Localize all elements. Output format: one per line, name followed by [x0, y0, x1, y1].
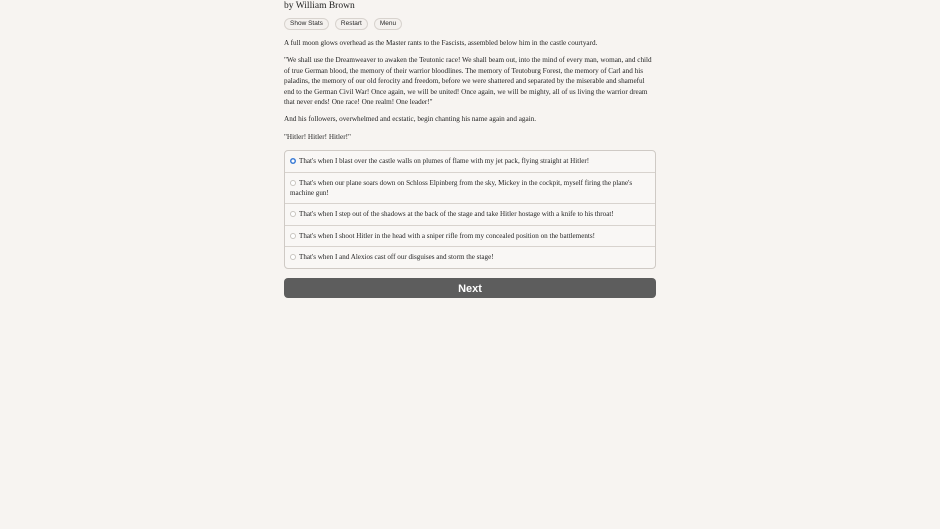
- choice-list: [284, 150, 656, 268]
- choice-option[interactable]: [285, 225, 655, 246]
- radio-unselected-icon[interactable]: [290, 211, 296, 217]
- radio-unselected-icon[interactable]: [290, 254, 296, 260]
- choice-option[interactable]: [285, 246, 655, 267]
- show-stats-button[interactable]: Show Stats: [284, 18, 329, 30]
- choice-label: That's when our plane soars down on Schloss Elpinberg from the sky, Mickey in the cockpit, myself firing the plane's machine gun!: [290, 178, 633, 198]
- radio-selected-icon[interactable]: [290, 158, 296, 164]
- story-paragraph: And his followers, overwhelmed and ecstatic, begin chanting his name again and again.: [284, 115, 537, 124]
- author-byline: by William Brown: [284, 1, 355, 11]
- choice-option[interactable]: [285, 151, 655, 171]
- radio-unselected-icon[interactable]: [290, 180, 296, 186]
- choice-option[interactable]: [285, 172, 655, 204]
- choice-label: That's when I blast over the castle walls on plumes of flame with my jet pack, flying straight at Hitler!: [299, 157, 590, 166]
- restart-button[interactable]: Restart: [335, 18, 368, 30]
- game-column: [284, 0, 656, 298]
- choice-label: That's when I step out of the shadows at the back of the stage and take Hitler hostage with a knife to his throat!: [299, 210, 614, 219]
- story-paragraph: "We shall use the Dreamweaver to awaken the Teutonic race! We shall beam out, into the mind of every man, woman, and child of true German blood, the memory of their warrior bloodlines. The memory of Teutoburg Forest, the memory of Carl and his paladins, the memory of our old ferocity and freedom, before we were shattered and separated by the miserable and shameful end to the German Civil War! Once again, we will be united! Once again, we will be mighty, all of us living the warrior dream that never ends! One race! One realm! One leader!": [284, 56, 652, 107]
- menu-button[interactable]: Menu: [374, 18, 402, 30]
- choice-option[interactable]: [285, 203, 655, 224]
- choice-label: That's when I and Alexios cast off our disguises and storm the stage!: [299, 253, 494, 262]
- story-paragraph: A full moon glows overhead as the Master rants to the Fascists, assembled below him in the castle courtyard.: [284, 39, 598, 47]
- next-button[interactable]: Next: [284, 278, 656, 298]
- radio-unselected-icon[interactable]: [290, 233, 296, 239]
- toolbar: [284, 18, 656, 30]
- choice-label: That's when I shoot Hitler in the head with a sniper rifle from my concealed position on the battlements!: [299, 231, 595, 240]
- story-paragraph: "Hitler! Hitler! Hitler!": [284, 132, 351, 141]
- story-text: [284, 38, 656, 142]
